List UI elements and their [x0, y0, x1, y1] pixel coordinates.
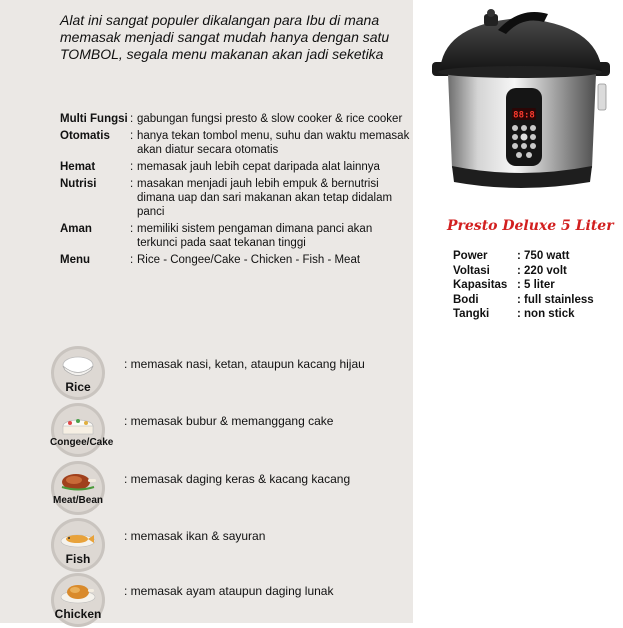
mode-desc: : memasak ayam ataupun daging lunak: [124, 584, 334, 598]
feature-name: Aman: [60, 223, 92, 235]
spec-key: Bodi: [453, 293, 479, 306]
feature-separator: :: [130, 161, 134, 173]
spec-value: : 220 volt: [517, 264, 567, 277]
spec-value: : full stainless: [517, 293, 594, 306]
spec-value: : non stick: [517, 308, 575, 320]
mode-label: Chicken: [54, 607, 102, 621]
spec-value: : 5 liter: [517, 279, 555, 291]
feature-name: Hemat: [60, 161, 96, 173]
feature-separator: :: [130, 130, 134, 142]
spec-key: Kapasitas: [453, 279, 508, 291]
display-digits: 88:8: [513, 110, 535, 121]
feature-separator: :: [130, 254, 134, 266]
pressure-cooker-image: [420, 0, 623, 210]
spec-key: Voltasi: [453, 264, 490, 277]
spec-tangki: [453, 307, 594, 322]
spec-kapasitas: [453, 278, 594, 293]
feature-desc: memasak jauh lebih cepat daripada alat lainnya: [137, 161, 380, 173]
feature-desc: memiliki sistem pengaman dimana panci akan terkunci pada saat tekanan tinggi: [137, 223, 373, 249]
spec-list: [453, 249, 594, 322]
product-title: Presto Deluxe 5 Liter: [447, 218, 614, 234]
feature-name: Multi Fungsi: [60, 113, 128, 125]
spec-value: : 750 watt: [517, 250, 570, 262]
mode-desc: : memasak daging keras & kacang kacang: [124, 472, 351, 486]
feature-desc: hanya tekan tombol menu, suhu dan waktu memasak akan diatur secara otomatis: [137, 130, 410, 156]
mode-label: Congee/Cake: [50, 437, 114, 448]
feature-name: Menu: [60, 254, 91, 266]
feature-list: [60, 112, 410, 270]
spec-key: Tangki: [453, 308, 490, 320]
feature-separator: :: [130, 178, 134, 190]
feature-multi-fungsi: [60, 112, 410, 126]
mode-desc: : memasak bubur & memanggang cake: [124, 414, 334, 428]
mode-label: Rice: [65, 380, 91, 394]
spec-voltasi: [453, 264, 594, 279]
cake-icon: [50, 402, 114, 458]
feature-aman: [60, 222, 410, 250]
feature-desc: masakan menjadi jauh lebih empuk & bernutrisi dimana uap dan sari makanan akan tetap didalam panci: [137, 178, 393, 218]
feature-nutrisi: [60, 177, 410, 219]
feature-name: Nutrisi: [60, 178, 97, 190]
feature-name: Otomatis: [60, 130, 110, 142]
spec-key: Power: [453, 250, 488, 262]
spec-bodi: [453, 293, 594, 308]
intro-text: Alat ini sangat populer dikalangan para Ibu di mana memasak menjadi sangat mudah hanya dengan satu TOMBOL, segala menu makanan akan jadi seketika: [60, 12, 390, 62]
feature-separator: :: [130, 113, 134, 125]
mode-desc: : memasak ikan & sayuran: [124, 529, 266, 543]
feature-desc: Rice - Congee/Cake - Chicken - Fish - Meat: [137, 254, 361, 266]
feature-otomatis: [60, 129, 410, 157]
feature-menu: [60, 253, 410, 267]
mode-label: Meat/Bean: [52, 495, 103, 506]
feature-separator: :: [130, 223, 134, 235]
feature-desc: gabungan fungsi presto & slow cooker & rice cooker: [137, 113, 403, 125]
spec-power: [453, 249, 594, 264]
mode-label: Fish: [65, 552, 91, 566]
meat-icon: [50, 460, 106, 516]
feature-hemat: [60, 160, 410, 174]
mode-desc: : memasak nasi, ketan, ataupun kacang hijau: [124, 357, 365, 371]
